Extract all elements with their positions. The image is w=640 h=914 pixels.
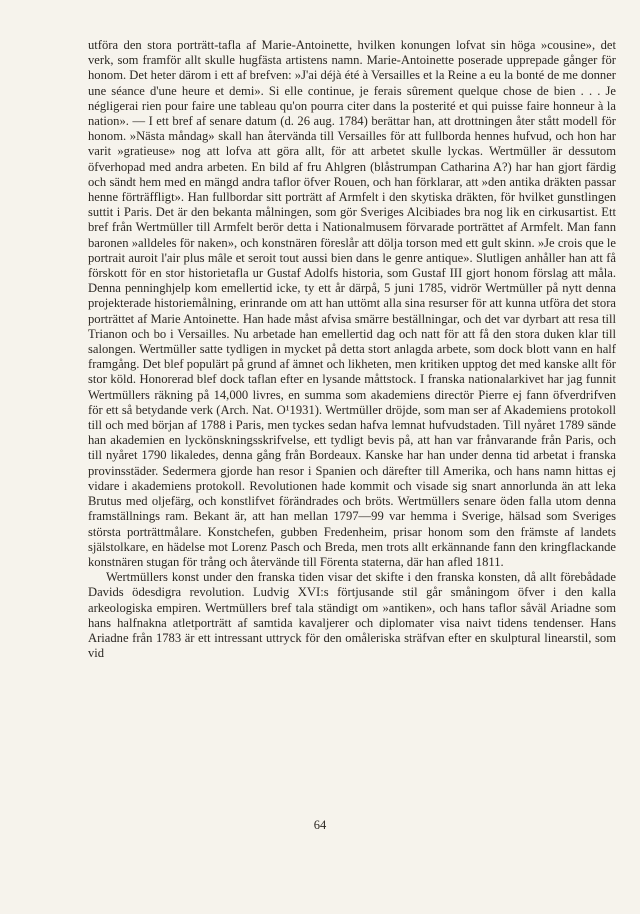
paragraph-1: utföra den stora porträtt-tafla af Marie-Antoinette, hvilken konungen lofvat sin höga »cousine», det verk, som framför allt skulle hugfästa artistens namn. Marie-Antoinette poserade upprepade gånger för honom. Det heter därom i ett af brefven: »J'ai déjà été à Versailles et la Reine a eu la bonté de me donner une séance d'une heure et demi». Si elle continue, je ferais sûrement quelque chose de bien . . . Je négligerai rien pour faire une tableau qu'on pourra citer dans la posterité et qui puisse faire honneur à la nation». — I ett bref af senare datum (d. 26 aug. 1784) berättar han, att drottningen åter stått modell för honom. »Nästa måndag» skall han återvända till Versailles för att fullborda hennes hufvud, och hon har varit »gratieuse» nog att lofva att göra allt, för att arbetet skulle lyckas. Wertmüller är dessutom öfverhopad med andra arbeten. En bild af fru Ahlgren (blåstrumpan Catharina A?) har han gjort färdig och sändt hem med en mängd andra taflor öfver Rouen, och han förklarar, att »den antika dräkten passar henne förträffligt». Han fullbordar sitt porträtt af Armfelt i den skytiska dräkten, för hvilket gunstlingen suttit i Paris. Det är den bekanta målningen, som gör Sveriges Alcibiades bra nog lik en cirkusartist. Ett bref från Wertmüller till Armfelt berör detta i Nationalmusem förvarade porträttet af Armfelt. Man fann baronen »alldeles för naken», och konstnären föreslår att dölja torson med ett gult skinn. »Je crois que le portrait auroit l'air plus mâle et seroit tout aussi bien dans le genre antique». Slutligen anhåller han att få förskott för en stor historietafla ur Gustaf Adolfs historia, som Gustaf III gjort honom förslag att måla. Denna penninghjelp kom emellertid icke, ty ett år därpå, 5 juni 1785, vidrör Wertmüller på nytt denna projekterade historiemålning, erinrande om att han uttömt alla sina resurser för att kunna utföra det stora porträttet af Marie Antoinette. Han hade måst afvisa smärre beställningar, och det var dyrbart att resa till Trianon och bo i Versailles. Nu arbetade han emellertid dag och natt för att få den stora duken klar till salongen. Wertmüller satte tydligen in mycket på detta stort anlagda arbete, som dock blott vann en half framgång. Det blef populärt på grund af ämnet och likheten, men kritiken upptog det med kanske allt för stor köld. Honorerad blef dock taflan efter en lysande måttstock. I franska nationalarkivet har jag funnit Wertmüllers räkning på 14,000 livres, en summa som akademiens directör Pierre ej fann öfverdrifven för ett så betydande verk (Arch. Nat. O¹1931). Wertmüller dröjde, som man ser af Akademiens protokoll till och med början af 1788 i Paris, men tyckes sedan hafva lemnat hufvudstaden. Till nyåret 1789 sände han akademien en lyckönskningsskrifvelse, ett tydligt bevis på, att han var frånvarande från Paris, och till nyåret 1790 likaledes, denna gång från Bordeaux. Kanske har han under denna tid arbetat i franska provinsstäder. Sedermera gjorde han resor i Spanien och därefter till Amerika, och hans namn hittas ej vidare i akademiens protokoll. Revolutionen hade kommit och visade sig snart annorlunda än att leka Brutus med oljefärg, och konstlifvet förändrades och bröts. Wertmüllers senare öden falla utom denna framställnings ram. Bekant är, att han mellan 1797—99 var hemma i Sverige, hälsad som Sveriges största porträttmålare. Konstchefen, gubben Fredenheim, prisar honom som den främste af landets själstolkare, en hädelse mot Lorenz Pasch och Breda, men trots allt erkännande fann den kringflackande konstnären stugan för trång och återvände till Förenta staterna, där han afled 1811. <box>88 38 616 569</box>
body-text <box>88 38 616 661</box>
paragraph-2: Wertmüllers konst under den franska tiden visar det skifte i den franska konsten, då allt förebådade Davids ödesdigra revolution. Ludvig XVI:s förtjusande stil går småningom öfver i den kalla arkeologiska empiren. Wertmüllers bref tala ständigt om »antiken», och hans taflor såväl Ariadne som hans halfnakna atletporträtt af samtida kavaljerer och diplomater visa naivt tidens tendenser. Hans Ariadne från 1783 är ett intressant uttryck för den omåleriska sträfvan efter en skulptural linearstil, som vid <box>88 570 616 661</box>
page-number: 64 <box>313 818 327 832</box>
